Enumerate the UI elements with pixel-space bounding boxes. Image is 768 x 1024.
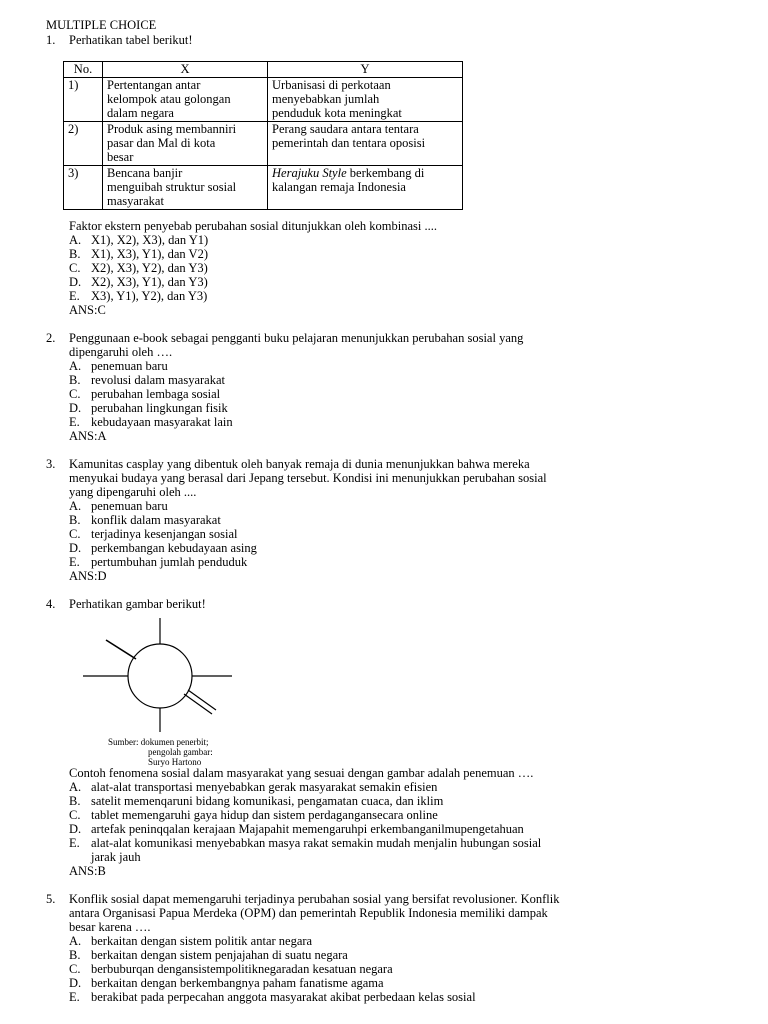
figure-caption xyxy=(108,737,213,767)
q5-body xyxy=(69,892,560,1004)
cell-line: pasar dan Mal di kota xyxy=(107,136,216,150)
table-cell-no: 2) xyxy=(64,122,103,166)
q5-option-d[interactable] xyxy=(69,976,560,990)
cell-line: kalangan remaja Indonesia xyxy=(272,180,406,194)
q1-table xyxy=(63,61,463,210)
table-row xyxy=(64,78,463,122)
option-letter: A. xyxy=(69,233,82,247)
option-letter: D. xyxy=(69,401,82,415)
q3-number: 3. xyxy=(46,457,56,471)
cell-line: masyarakat xyxy=(107,194,164,208)
cell-line: Perang saudara antara tentara xyxy=(272,122,419,136)
cell-line: Produk asing membanniri xyxy=(107,122,237,136)
q3-option-d[interactable] xyxy=(69,541,547,555)
q2-answer: ANS:A xyxy=(69,429,107,443)
option-text: berakibat pada perpecahan anggota masyarakat akibat perbedaan kelas sosial xyxy=(91,990,476,1004)
option-letter: C. xyxy=(69,387,81,401)
option-text: X1), X2), X3), dan Y1) xyxy=(91,233,209,247)
option-letter: B. xyxy=(69,373,81,387)
q3-option-e[interactable] xyxy=(69,555,547,569)
q4-option-e[interactable] xyxy=(69,836,541,850)
option-letter: A. xyxy=(69,780,82,794)
option-letter: E. xyxy=(69,836,80,850)
q4-option-e-continued: jarak jauh xyxy=(91,850,141,864)
q2-option-d[interactable] xyxy=(69,401,523,415)
q3-stem-line: menyukai budaya yang berasal dari Jepang tersebut. Kondisi ini menunjukkan perubahan sosial xyxy=(69,471,547,485)
q5-stem-line: antara Organisasi Papua Merdeka (OPM) dan pemerintah Republik Indonesia memiliki dampak xyxy=(69,906,548,920)
table-row xyxy=(64,122,463,166)
table-cell-x xyxy=(103,122,268,166)
q1-option-e[interactable] xyxy=(69,289,437,303)
q4-number: 4. xyxy=(46,597,56,611)
table-row xyxy=(64,166,463,210)
option-letter: B. xyxy=(69,513,81,527)
q3-option-a[interactable] xyxy=(69,499,547,513)
option-text: berkaitan dengan berkembangnya paham fanatisme agama xyxy=(91,976,384,990)
table-header-y: Y xyxy=(268,62,463,78)
q2-option-e[interactable] xyxy=(69,415,523,429)
q4-prompt: Perhatikan gambar berikut! xyxy=(69,597,206,611)
cell-line xyxy=(272,166,458,180)
section-header: MULTIPLE CHOICE xyxy=(46,18,157,32)
satellite-body xyxy=(128,644,192,708)
option-letter: E. xyxy=(69,415,80,429)
q5-option-b[interactable] xyxy=(69,948,560,962)
option-text: penemuan baru xyxy=(91,499,168,513)
q4-option-b[interactable] xyxy=(69,794,541,808)
option-text: penemuan baru xyxy=(91,359,168,373)
table-cell-no: 1) xyxy=(64,78,103,122)
q3-option-b[interactable] xyxy=(69,513,547,527)
option-text: X1), X3), Y1), dan V2) xyxy=(91,247,208,261)
option-letter: D. xyxy=(69,275,82,289)
option-text: alat-alat transportasi menyebabkan gerak masyarakat semakin efisien xyxy=(91,780,438,794)
option-text: artefak peninqqalan kerajaan Majapahit memengaruhpi erkembanganilmupengetahuan xyxy=(91,822,524,836)
q2-option-a[interactable] xyxy=(69,359,523,373)
cell-line: Urbanisasi di perkotaan xyxy=(272,78,391,92)
caption-line: Sumber: dokumen penerbit; xyxy=(108,737,209,747)
q1-option-a[interactable] xyxy=(69,233,437,247)
q2-option-c[interactable] xyxy=(69,387,523,401)
q5-option-c[interactable] xyxy=(69,962,560,976)
q2-body xyxy=(69,331,523,443)
option-text: kebudayaan masyarakat lain xyxy=(91,415,233,429)
cell-line: pemerintah dan tentara oposisi xyxy=(272,136,426,150)
cell-line: menyebabkan jumlah xyxy=(272,92,380,106)
option-letter: B. xyxy=(69,948,81,962)
q1-body xyxy=(69,219,437,317)
option-letter: A. xyxy=(69,934,82,948)
satellite-figure xyxy=(80,618,240,736)
q2-option-b[interactable] xyxy=(69,373,523,387)
q4-option-d[interactable] xyxy=(69,822,541,836)
q3-answer: ANS:D xyxy=(69,569,107,583)
antenna-upper-left xyxy=(106,640,136,659)
option-text: perubahan lingkungan fisik xyxy=(91,401,228,415)
option-letter: D. xyxy=(69,541,82,555)
q1-option-c[interactable] xyxy=(69,261,437,275)
cell-line: Bencana banjir xyxy=(107,166,183,180)
q3-stem-line: yang dipengaruhi oleh .... xyxy=(69,485,197,499)
cell-text: berkembang di xyxy=(346,166,425,180)
option-text: berbuburqan dengansistempolitiknegaradan kesatuan negara xyxy=(91,962,393,976)
option-letter: D. xyxy=(69,976,82,990)
q2-stem-line: dipengaruhi oleh …. xyxy=(69,345,173,359)
table-cell-x xyxy=(103,166,268,210)
option-letter: E. xyxy=(69,990,80,1004)
q5-stem-line: Konflik sosial dapat memengaruhi terjadinya perubahan sosial yang bersifat revolusioner. Konflik xyxy=(69,892,560,906)
q1-number: 1. xyxy=(46,33,56,47)
q5-number: 5. xyxy=(46,892,56,906)
option-text: satelit memenqaruni bidang komunikasi, pengamatan cuaca, dan iklim xyxy=(91,794,444,808)
cell-line: kelompok atau golongan xyxy=(107,92,231,106)
q5-option-e[interactable] xyxy=(69,990,560,1004)
q3-body xyxy=(69,457,547,583)
option-text: revolusi dalam masyarakat xyxy=(91,373,225,387)
q1-stem: Faktor ekstern penyebab perubahan sosial ditunjukkan oleh kombinasi .... xyxy=(69,219,437,233)
option-text: terjadinya kesenjangan sosial xyxy=(91,527,238,541)
q4-option-c[interactable] xyxy=(69,808,541,822)
caption-line: Suryo Hartono xyxy=(148,757,202,767)
q4-options xyxy=(69,780,541,878)
cell-line: penduduk kota meningkat xyxy=(272,106,402,120)
option-text: konflik dalam masyarakat xyxy=(91,513,221,527)
cell-line: dalam negara xyxy=(107,106,174,120)
q1-answer: ANS:C xyxy=(69,303,106,317)
q2-number: 2. xyxy=(46,331,56,345)
q4-body xyxy=(69,766,533,780)
table-cell-x xyxy=(103,78,268,122)
option-text: perkembangan kebudayaan asing xyxy=(91,541,257,555)
table-cell-y xyxy=(268,78,463,122)
q3-option-c[interactable] xyxy=(69,527,547,541)
option-text: tablet memengaruhi gaya hidup dan sistem perdagangansecara online xyxy=(91,808,438,822)
option-text: perubahan lembaga sosial xyxy=(91,387,221,401)
table-header-row xyxy=(64,62,463,78)
option-text: X2), X3), Y2), dan Y3) xyxy=(91,261,208,275)
table-cell-y xyxy=(268,166,463,210)
q4-stem: Contoh fenomena sosial dalam masyarakat yang sesuai dengan gambar adalah penemuan …. xyxy=(69,766,534,780)
q4-answer: ANS:B xyxy=(69,864,106,878)
option-letter: E. xyxy=(69,289,80,303)
italic-term: Herajuku Style xyxy=(272,166,347,180)
table-cell-no: 3) xyxy=(64,166,103,210)
option-letter: B. xyxy=(69,794,81,808)
option-text: pertumbuhan jumlah penduduk xyxy=(91,555,248,569)
caption-line: pengolah gambar: xyxy=(148,747,213,757)
q1-option-b[interactable] xyxy=(69,247,437,261)
cell-line: menguibah struktur sosial xyxy=(107,180,237,194)
cell-line: Pertentangan antar xyxy=(107,78,201,92)
table-cell-y xyxy=(268,122,463,166)
q5-stem-line: besar karena …. xyxy=(69,920,151,934)
option-letter: C. xyxy=(69,962,81,976)
option-text: X3), Y1), Y2), dan Y3) xyxy=(91,289,208,303)
table-header-x: X xyxy=(103,62,268,78)
option-letter: A. xyxy=(69,499,82,513)
option-letter: A. xyxy=(69,359,82,373)
q3-stem-line: Kamunitas casplay yang dibentuk oleh banyak remaja di dunia menunjukkan bahwa mereka xyxy=(69,457,530,471)
q2-stem-line: Penggunaan e-book sebagai pengganti buku pelajaran menunjukkan perubahan sosial yang xyxy=(69,331,524,345)
option-letter: C. xyxy=(69,808,81,822)
q4-option-a[interactable] xyxy=(69,780,541,794)
q1-option-d[interactable] xyxy=(69,275,437,289)
option-letter: C. xyxy=(69,261,81,275)
option-letter: E. xyxy=(69,555,80,569)
option-text: alat-alat komunikasi menyebabkan masya rakat semakin mudah menjalin hubungan sosial xyxy=(91,836,542,850)
option-letter: B. xyxy=(69,247,81,261)
option-letter: C. xyxy=(69,527,81,541)
q1-prompt: Perhatikan tabel berikut! xyxy=(69,33,193,47)
option-text: X2), X3), Y1), dan Y3) xyxy=(91,275,208,289)
cell-line: besar xyxy=(107,150,134,164)
option-letter: D. xyxy=(69,822,82,836)
table-header-no: No. xyxy=(64,62,103,78)
q5-option-a[interactable] xyxy=(69,934,560,948)
option-text: berkaitan dengan sistem politik antar negara xyxy=(91,934,313,948)
option-text: berkaitan dengan sistem penjajahan di suatu negara xyxy=(91,948,348,962)
